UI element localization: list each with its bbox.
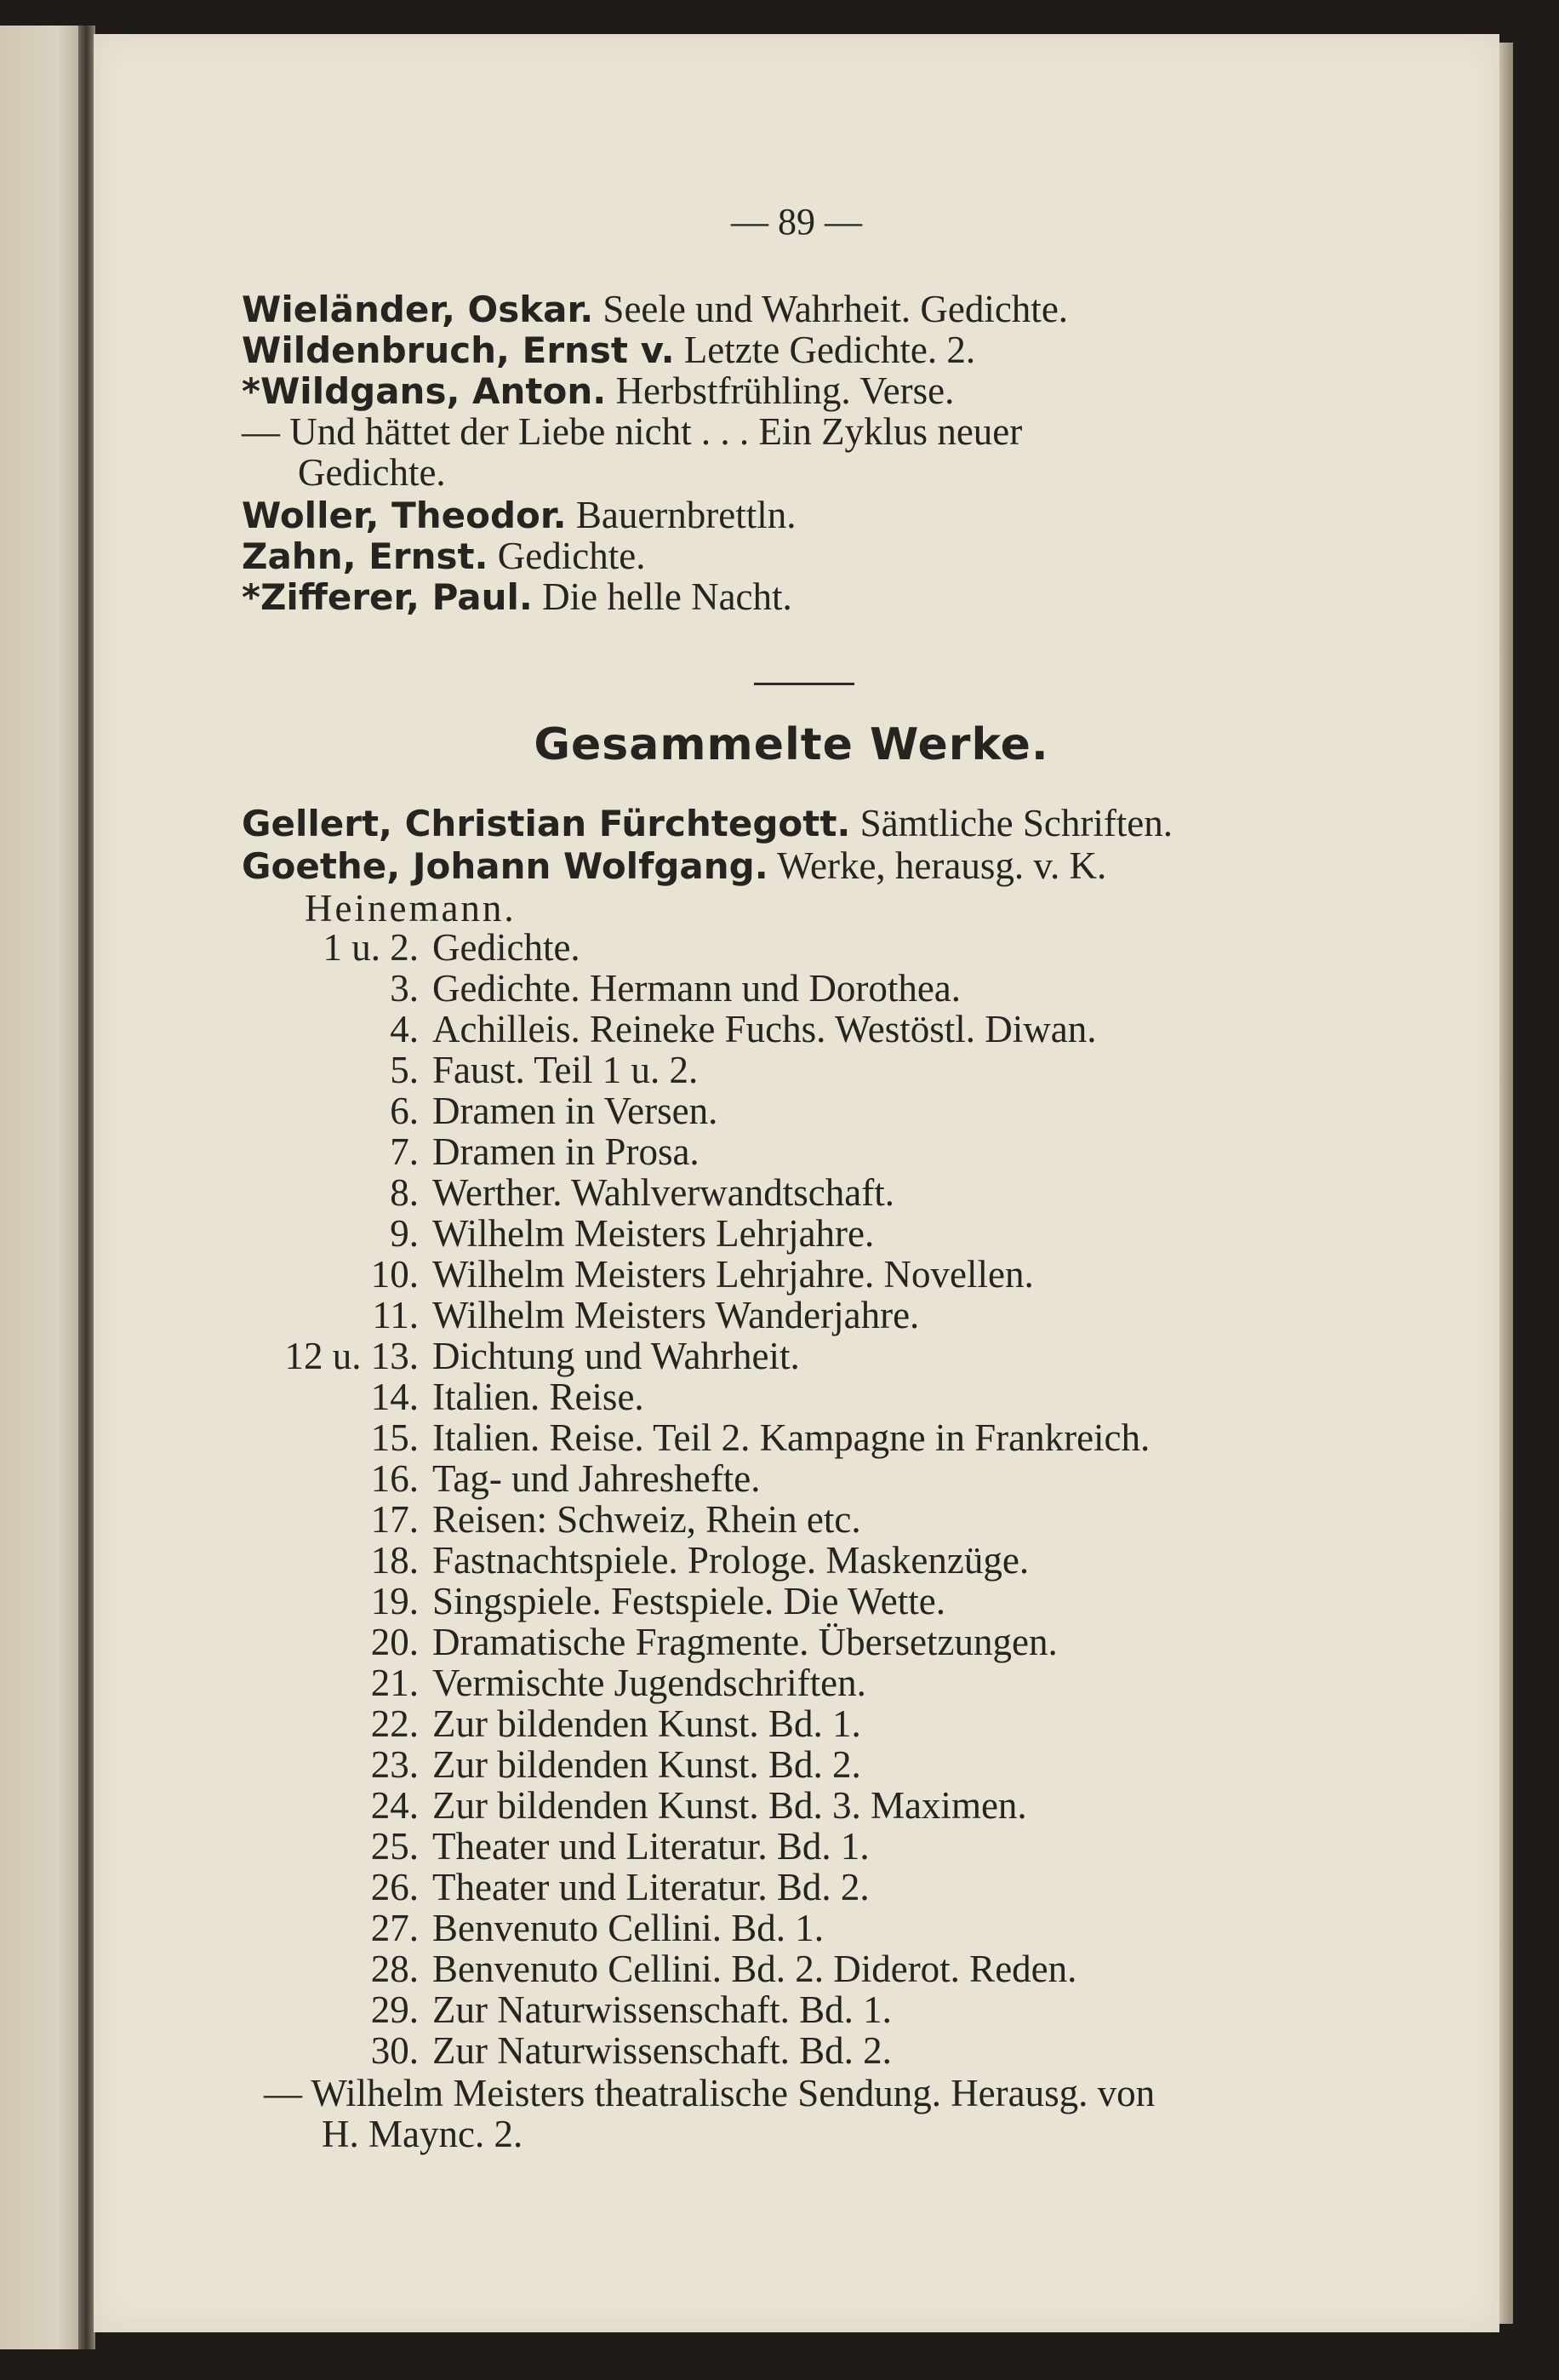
volume-title: Zur Naturwissenschaft. Bd. 1. bbox=[432, 1988, 892, 2031]
volume-number: 12 u. 13. bbox=[284, 1335, 419, 1377]
entry-wildgans-zyklus: — Und hättet der Liebe nicht . . . Ein Zyklus neuer bbox=[242, 410, 1023, 453]
volume-title: Tag- und Jahreshefte. bbox=[432, 1457, 761, 1500]
work-title: Bauernbrettln. bbox=[575, 494, 797, 536]
work-title: Herbstfrühling. Verse. bbox=[615, 369, 955, 412]
work-title: Werke, herausg. v. K. bbox=[777, 844, 1107, 887]
volume-number: 27. bbox=[370, 1907, 419, 1949]
volume-title: Dramen in Versen. bbox=[432, 1090, 718, 1132]
volume-number: 8. bbox=[390, 1171, 419, 1214]
entry-wielaender bbox=[242, 288, 1068, 331]
volume-number: 29. bbox=[370, 1988, 419, 2031]
section-heading: Gesammelte Werke. bbox=[534, 719, 1049, 770]
volume-number: 24. bbox=[370, 1784, 419, 1827]
author-name: Woller, Theodor. bbox=[242, 495, 567, 536]
entry-zifferer bbox=[242, 575, 792, 619]
work-title: Gedichte. bbox=[497, 535, 646, 577]
work-title: Sämtliche Schriften. bbox=[859, 802, 1174, 844]
volume-title: Gedichte. Hermann und Dorothea. bbox=[432, 967, 962, 1010]
entry-wildgans-zyklus-cont: Gedichte. bbox=[298, 451, 446, 494]
volume-title: Italien. Reise. Teil 2. Kampagne in Frankreich. bbox=[432, 1416, 1151, 1459]
author-name: *Wildgans, Anton. bbox=[242, 370, 607, 412]
work-title: Seele und Wahrheit. Gedichte. bbox=[602, 288, 1069, 330]
volume-title: Gedichte. bbox=[432, 926, 580, 969]
entry-gellert bbox=[242, 802, 1173, 845]
facing-page-edge bbox=[0, 26, 82, 2349]
work-title: Die helle Nacht. bbox=[542, 575, 792, 618]
volume-title: Benvenuto Cellini. Bd. 2. Diderot. Reden. bbox=[432, 1948, 1077, 1990]
book-page bbox=[94, 34, 1499, 2332]
volume-number: 9. bbox=[390, 1212, 419, 1255]
entry-theatralische-sendung: — Wilhelm Meisters theatralische Sendung. Herausg. von bbox=[264, 2072, 1156, 2114]
author-name: Wieländer, Oskar. bbox=[242, 289, 594, 330]
volume-number: 14. bbox=[370, 1376, 419, 1418]
volume-title: Wilhelm Meisters Lehrjahre. Novellen. bbox=[432, 1253, 1034, 1296]
volume-title: Dichtung und Wahrheit. bbox=[432, 1335, 800, 1377]
page-number: — 89 — bbox=[731, 201, 862, 243]
volume-title: Dramen in Prosa. bbox=[432, 1130, 700, 1173]
volume-title: Zur Naturwissenschaft. Bd. 2. bbox=[432, 2029, 892, 2072]
entry-zahn bbox=[242, 535, 645, 578]
author-name: Goethe, Johann Wolfgang. bbox=[242, 845, 768, 887]
volume-title: Zur bildenden Kunst. Bd. 1. bbox=[432, 1702, 861, 1745]
volume-title: Benvenuto Cellini. Bd. 1. bbox=[432, 1907, 824, 1949]
volume-number: 23. bbox=[370, 1743, 419, 1786]
volume-number: 18. bbox=[370, 1539, 419, 1582]
volume-title: Reisen: Schweiz, Rhein etc. bbox=[432, 1498, 861, 1541]
volume-number: 7. bbox=[390, 1130, 419, 1173]
volume-title: Zur bildenden Kunst. Bd. 2. bbox=[432, 1743, 861, 1786]
volume-number: 22. bbox=[370, 1702, 419, 1745]
volume-title: Theater und Literatur. Bd. 1. bbox=[432, 1825, 870, 1868]
entry-wildgans bbox=[242, 369, 954, 413]
volume-number: 6. bbox=[390, 1090, 419, 1132]
work-title: Letzte Gedichte. 2. bbox=[683, 329, 976, 371]
volume-title: Wilhelm Meisters Wanderjahre. bbox=[432, 1294, 920, 1336]
volume-title: Singspiele. Festspiele. Die Wette. bbox=[432, 1580, 945, 1622]
page-content bbox=[94, 34, 1499, 2332]
volume-title: Fastnachtspiele. Prologe. Maskenzüge. bbox=[432, 1539, 1030, 1582]
volume-number: 17. bbox=[370, 1498, 419, 1541]
author-name: Wildenbruch, Ernst v. bbox=[242, 329, 675, 371]
volume-number: 5. bbox=[390, 1049, 419, 1091]
volume-title: Werther. Wahlverwandtschaft. bbox=[432, 1171, 894, 1214]
volume-number: 1 u. 2. bbox=[323, 926, 419, 969]
volume-title: Theater und Literatur. Bd. 2. bbox=[432, 1866, 870, 1908]
volume-title: Italien. Reise. bbox=[432, 1376, 644, 1418]
volume-number: 25. bbox=[370, 1825, 419, 1868]
author-name: *Zifferer, Paul. bbox=[242, 576, 533, 618]
author-name: Zahn, Ernst. bbox=[242, 535, 488, 577]
volume-number: 19. bbox=[370, 1580, 419, 1622]
volume-title: Faust. Teil 1 u. 2. bbox=[432, 1049, 699, 1091]
volume-title: Vermischte Jugendschriften. bbox=[432, 1662, 866, 1704]
entry-theatralische-sendung-cont: H. Maync. 2. bbox=[322, 2113, 523, 2155]
volume-title: Achilleis. Reineke Fuchs. Westöstl. Diwan. bbox=[432, 1008, 1097, 1050]
volume-number: 21. bbox=[370, 1662, 419, 1704]
volume-title: Wilhelm Meisters Lehrjahre. bbox=[432, 1212, 875, 1255]
volume-number: 15. bbox=[370, 1416, 419, 1459]
section-divider bbox=[754, 683, 854, 685]
volume-title: Dramatische Fragmente. Übersetzungen. bbox=[432, 1621, 1058, 1663]
volume-number: 3. bbox=[390, 967, 419, 1010]
volume-number: 26. bbox=[370, 1866, 419, 1908]
book-gutter bbox=[78, 26, 95, 2349]
volume-number: 11. bbox=[372, 1294, 419, 1336]
volume-number: 30. bbox=[370, 2029, 419, 2072]
author-name: Gellert, Christian Fürchtegott. bbox=[242, 803, 851, 844]
volume-number: 10. bbox=[370, 1253, 419, 1296]
goethe-editor: Heinemann. bbox=[305, 887, 517, 930]
volume-number: 16. bbox=[370, 1457, 419, 1500]
volume-number: 20. bbox=[370, 1621, 419, 1663]
page-stack-edge bbox=[1499, 43, 1513, 2324]
volume-number: 4. bbox=[390, 1008, 419, 1050]
volume-title: Zur bildenden Kunst. Bd. 3. Maximen. bbox=[432, 1784, 1027, 1827]
entry-goethe bbox=[242, 844, 1106, 888]
entry-woller bbox=[242, 494, 797, 537]
volume-number: 28. bbox=[370, 1948, 419, 1990]
entry-wildenbruch bbox=[242, 329, 975, 372]
